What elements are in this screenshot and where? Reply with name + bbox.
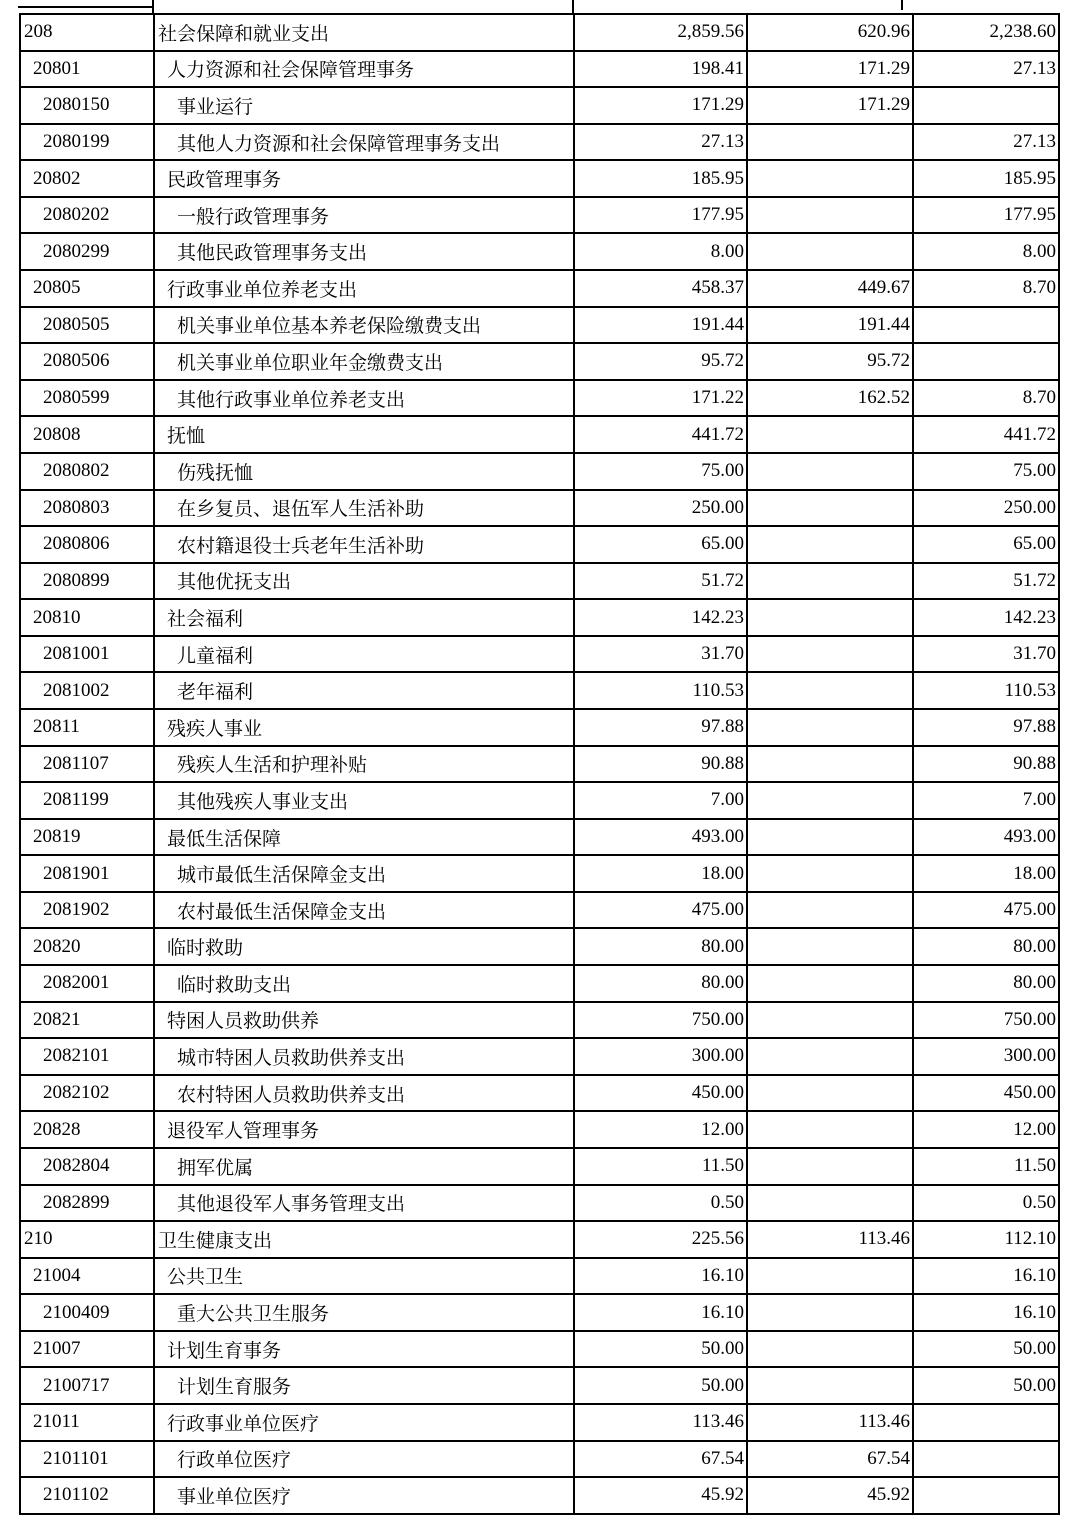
table-row: [21, 562, 1058, 599]
row-amount-3-cell: 8.70: [912, 271, 1058, 306]
row-amount-3-cell: 50.00: [912, 1368, 1058, 1403]
row-amount-1-cell: 110.53: [573, 673, 746, 708]
row-amount-2-cell: [746, 454, 912, 489]
row-code-cell: 2080803: [43, 496, 110, 518]
row-amount-2-cell: [746, 1295, 912, 1330]
table-row: [21, 1403, 1058, 1440]
row-code-cell: 21011: [33, 1411, 80, 1433]
row-amount-3-cell: 27.13: [912, 52, 1058, 87]
row-code-cell: 20810: [33, 606, 81, 628]
row-amount-3-cell: 12.00: [912, 1112, 1058, 1147]
row-amount-2-cell: 171.29: [746, 52, 912, 87]
row-amount-1-cell: 11.50: [573, 1149, 746, 1184]
row-name-cell: 卫生健康支出: [153, 1222, 573, 1257]
row-amount-3-cell: [912, 1478, 1058, 1513]
table-row: [21, 123, 1058, 160]
row-code-cell: 21007: [33, 1338, 81, 1360]
row-name-cell: 行政单位医疗: [153, 1442, 573, 1477]
row-amount-3-cell: 750.00: [912, 1003, 1058, 1038]
table-row: [21, 1001, 1058, 1038]
row-name-cell: 其他行政事业单位养老支出: [153, 381, 573, 416]
row-amount-1-cell: 225.56: [573, 1222, 746, 1257]
row-name-cell: 残疾人事业: [153, 710, 573, 745]
row-amount-3-cell: 31.70: [912, 637, 1058, 672]
row-amount-1-cell: 80.00: [573, 929, 746, 964]
row-amount-3-cell: 450.00: [912, 1076, 1058, 1111]
row-name-cell: 事业运行: [153, 88, 573, 123]
row-code-cell: 2081199: [43, 789, 109, 811]
row-amount-3-cell: 112.10: [912, 1222, 1058, 1257]
row-code-cell: 2080505: [43, 313, 110, 335]
row-code-cell: 2080806: [43, 533, 110, 555]
row-name-cell: 其他退役军人事务管理支出: [153, 1186, 573, 1221]
row-amount-3-cell: 300.00: [912, 1039, 1058, 1074]
row-name-cell: 抚恤: [153, 417, 573, 452]
row-code-cell: 2100717: [43, 1374, 110, 1396]
row-amount-2-cell: [746, 600, 912, 635]
row-code-cell: 20802: [33, 167, 81, 189]
row-amount-2-cell: 113.46: [746, 1222, 912, 1257]
row-amount-1-cell: 27.13: [573, 125, 746, 160]
row-amount-3-cell: 250.00: [912, 491, 1058, 526]
row-name-cell: 残疾人生活和护理补贴: [153, 747, 573, 782]
row-code-cell: 20821: [33, 1008, 81, 1030]
table-row: [21, 1110, 1058, 1147]
row-name-cell: 社会福利: [153, 600, 573, 635]
table-row: [21, 818, 1058, 855]
row-amount-1-cell: 300.00: [573, 1039, 746, 1074]
row-amount-2-cell: [746, 710, 912, 745]
row-amount-2-cell: [746, 637, 912, 672]
row-code-cell: 210: [24, 1228, 53, 1250]
table-row: [21, 927, 1058, 964]
row-name-cell: 计划生育事务: [153, 1332, 573, 1367]
row-amount-1-cell: 90.88: [573, 747, 746, 782]
row-name-cell: 其他人力资源和社会保障管理事务支出: [153, 125, 573, 160]
row-amount-1-cell: 75.00: [573, 454, 746, 489]
row-code-cell: 2080199: [43, 131, 110, 153]
row-name-cell: 行政事业单位养老支出: [153, 271, 573, 306]
row-amount-2-cell: [746, 125, 912, 160]
row-code-cell: 20828: [33, 1118, 81, 1140]
row-amount-2-cell: [746, 1039, 912, 1074]
row-amount-2-cell: [746, 856, 912, 891]
row-amount-1-cell: 191.44: [573, 308, 746, 343]
table-row: [21, 635, 1058, 672]
row-name-cell: 临时救助: [153, 929, 573, 964]
row-amount-3-cell: 110.53: [912, 673, 1058, 708]
row-amount-1-cell: 80.00: [573, 966, 746, 1001]
row-amount-2-cell: [746, 234, 912, 269]
row-code-cell: 2080506: [43, 350, 110, 372]
row-amount-3-cell: 51.72: [912, 564, 1058, 599]
row-name-cell: 一般行政管理事务: [153, 198, 573, 233]
row-code-cell: 208: [24, 21, 53, 43]
row-amount-1-cell: 493.00: [573, 820, 746, 855]
row-name-cell: 民政管理事务: [153, 161, 573, 196]
row-code-cell: 2101101: [43, 1447, 109, 1469]
row-amount-2-cell: [746, 564, 912, 599]
row-amount-3-cell: [912, 308, 1058, 343]
row-name-cell: 农村特困人员救助供养支出: [153, 1076, 573, 1111]
row-amount-2-cell: [746, 1186, 912, 1221]
row-amount-1-cell: 16.10: [573, 1259, 746, 1294]
row-amount-2-cell: [746, 1149, 912, 1184]
row-name-cell: 重大公共卫生服务: [153, 1295, 573, 1330]
row-amount-3-cell: 177.95: [912, 198, 1058, 233]
row-amount-2-cell: [746, 491, 912, 526]
row-code-cell: 20819: [33, 826, 81, 847]
row-amount-1-cell: 177.95: [573, 198, 746, 233]
row-amount-3-cell: 8.00: [912, 234, 1058, 269]
row-amount-3-cell: 0.50: [912, 1186, 1058, 1221]
table-row: [21, 891, 1058, 928]
row-name-cell: 伤残抚恤: [153, 454, 573, 489]
row-amount-1-cell: 8.00: [573, 234, 746, 269]
row-name-cell: 行政事业单位医疗: [153, 1405, 573, 1440]
row-amount-1-cell: 65.00: [573, 527, 746, 562]
row-amount-2-cell: [746, 783, 912, 818]
row-amount-1-cell: 0.50: [573, 1186, 746, 1221]
row-amount-1-cell: 18.00: [573, 856, 746, 891]
fragment-border-tick: [901, 0, 903, 10]
row-name-cell: 其他优抚支出: [153, 564, 573, 599]
table-row: [21, 415, 1058, 452]
table-row: [21, 50, 1058, 87]
row-amount-2-cell: [746, 417, 912, 452]
row-amount-1-cell: 12.00: [573, 1112, 746, 1147]
row-amount-1-cell: 97.88: [573, 710, 746, 745]
row-code-cell: 2100409: [43, 1301, 110, 1323]
row-amount-3-cell: 2,238.60: [912, 15, 1058, 50]
row-code-cell: 20811: [33, 716, 80, 738]
row-amount-3-cell: 80.00: [912, 966, 1058, 1001]
row-amount-2-cell: [746, 527, 912, 562]
row-name-cell: 退役军人管理事务: [153, 1112, 573, 1147]
table-row: [21, 598, 1058, 635]
table-row: [21, 1366, 1058, 1403]
row-amount-1-cell: 51.72: [573, 564, 746, 599]
row-amount-1-cell: 95.72: [573, 344, 746, 379]
table-row: [21, 232, 1058, 269]
table-row: [21, 708, 1058, 745]
row-amount-2-cell: 449.67: [746, 271, 912, 306]
row-name-cell: 临时救助支出: [153, 966, 573, 1001]
table-row: [21, 379, 1058, 416]
row-amount-2-cell: [746, 893, 912, 928]
table-row: [21, 1293, 1058, 1330]
row-name-cell: 事业单位医疗: [153, 1478, 573, 1513]
row-name-cell: 计划生育服务: [153, 1368, 573, 1403]
row-name-cell: 其他民政管理事务支出: [153, 234, 573, 269]
row-amount-3-cell: 7.00: [912, 783, 1058, 818]
table-row: [21, 1147, 1058, 1184]
row-code-cell: 20820: [33, 935, 81, 957]
row-amount-3-cell: 441.72: [912, 417, 1058, 452]
row-amount-1-cell: 45.92: [573, 1478, 746, 1513]
row-amount-3-cell: 80.00: [912, 929, 1058, 964]
row-name-cell: 人力资源和社会保障管理事务: [153, 52, 573, 87]
row-code-cell: 2082101: [43, 1045, 110, 1067]
row-amount-3-cell: 493.00: [912, 820, 1058, 855]
table-row: [21, 15, 1058, 50]
row-code-cell: 2080299: [43, 240, 110, 262]
row-amount-2-cell: 620.96: [746, 15, 912, 50]
row-amount-3-cell: [912, 1405, 1058, 1440]
fragment-border-line: [18, 6, 154, 8]
row-name-cell: 机关事业单位基本养老保险缴费支出: [153, 308, 573, 343]
table-row: [21, 196, 1058, 233]
row-amount-3-cell: 142.23: [912, 600, 1058, 635]
row-amount-1-cell: 50.00: [573, 1368, 746, 1403]
table-row: [21, 1184, 1058, 1221]
row-amount-2-cell: [746, 1112, 912, 1147]
row-amount-2-cell: [746, 1076, 912, 1111]
row-name-cell: 城市特困人员救助供养支出: [153, 1039, 573, 1074]
row-code-cell: 2082102: [43, 1082, 110, 1104]
row-amount-1-cell: 16.10: [573, 1295, 746, 1330]
row-name-cell: 农村最低生活保障金支出: [153, 893, 573, 928]
row-amount-2-cell: 95.72: [746, 344, 912, 379]
row-amount-3-cell: 8.70: [912, 381, 1058, 416]
row-amount-2-cell: 113.46: [746, 1405, 912, 1440]
table-row: [21, 342, 1058, 379]
table-row: [21, 269, 1058, 306]
row-code-cell: 2081901: [43, 862, 110, 884]
table-row: [21, 1257, 1058, 1294]
row-amount-3-cell: 65.00: [912, 527, 1058, 562]
row-amount-2-cell: [746, 929, 912, 964]
fragment-border-tick: [152, 0, 154, 13]
row-amount-1-cell: 250.00: [573, 491, 746, 526]
row-amount-1-cell: 142.23: [573, 600, 746, 635]
row-amount-1-cell: 198.41: [573, 52, 746, 87]
row-code-cell: 2080899: [43, 569, 110, 591]
row-amount-3-cell: 11.50: [912, 1149, 1058, 1184]
row-amount-2-cell: [746, 966, 912, 1001]
table-row: [21, 745, 1058, 782]
table-row: [21, 1037, 1058, 1074]
budget-expenditure-table: [19, 13, 1060, 1515]
fragment-border-tick: [572, 0, 574, 13]
row-code-cell: 20801: [33, 57, 81, 79]
row-code-cell: 2081001: [43, 643, 110, 665]
table-row: [21, 1074, 1058, 1111]
row-amount-2-cell: [746, 820, 912, 855]
row-code-cell: 2080202: [43, 204, 110, 226]
row-name-cell: 城市最低生活保障金支出: [153, 856, 573, 891]
row-code-cell: 2101102: [43, 1484, 109, 1506]
table-row: [21, 1330, 1058, 1367]
row-code-cell: 2081902: [43, 899, 110, 921]
row-amount-1-cell: 2,859.56: [573, 15, 746, 50]
row-code-cell: 2080599: [43, 387, 110, 409]
row-amount-2-cell: [746, 198, 912, 233]
row-amount-1-cell: 185.95: [573, 161, 746, 196]
row-amount-3-cell: 27.13: [912, 125, 1058, 160]
table-row: [21, 1476, 1058, 1513]
table-row: [21, 854, 1058, 891]
row-amount-3-cell: [912, 88, 1058, 123]
row-name-cell: 儿童福利: [153, 637, 573, 672]
row-code-cell: 20805: [33, 277, 81, 299]
row-amount-1-cell: 50.00: [573, 1332, 746, 1367]
row-amount-2-cell: [746, 1259, 912, 1294]
row-amount-1-cell: 441.72: [573, 417, 746, 452]
row-amount-2-cell: [746, 1332, 912, 1367]
row-amount-2-cell: 191.44: [746, 308, 912, 343]
row-name-cell: 其他残疾人事业支出: [153, 783, 573, 818]
table-row: [21, 1440, 1058, 1477]
row-name-cell: 老年福利: [153, 673, 573, 708]
row-amount-2-cell: [746, 673, 912, 708]
row-amount-2-cell: 67.54: [746, 1442, 912, 1477]
row-amount-1-cell: 450.00: [573, 1076, 746, 1111]
row-amount-3-cell: 90.88: [912, 747, 1058, 782]
row-name-cell: 在乡复员、退伍军人生活补助: [153, 491, 573, 526]
row-amount-1-cell: 7.00: [573, 783, 746, 818]
table-row: [21, 159, 1058, 196]
row-name-cell: 公共卫生: [153, 1259, 573, 1294]
table-row: [21, 86, 1058, 123]
row-code-cell: 2082804: [43, 1155, 110, 1177]
row-amount-2-cell: [746, 161, 912, 196]
row-code-cell: 2081107: [43, 752, 109, 774]
row-code-cell: 21004: [33, 1264, 81, 1286]
row-amount-2-cell: 45.92: [746, 1478, 912, 1513]
table-row: [21, 306, 1058, 343]
row-amount-3-cell: 185.95: [912, 161, 1058, 196]
row-code-cell: 2081002: [43, 679, 110, 701]
row-amount-1-cell: 475.00: [573, 893, 746, 928]
row-amount-1-cell: 31.70: [573, 637, 746, 672]
row-amount-2-cell: [746, 747, 912, 782]
row-amount-3-cell: 16.10: [912, 1259, 1058, 1294]
row-name-cell: 拥军优属: [153, 1149, 573, 1184]
table-row: [21, 964, 1058, 1001]
row-amount-2-cell: [746, 1003, 912, 1038]
row-amount-1-cell: 458.37: [573, 271, 746, 306]
table-row: [21, 525, 1058, 562]
row-amount-3-cell: 475.00: [912, 893, 1058, 928]
row-name-cell: 社会保障和就业支出: [153, 15, 573, 50]
row-amount-3-cell: 75.00: [912, 454, 1058, 489]
row-amount-2-cell: 171.29: [746, 88, 912, 123]
row-amount-1-cell: 67.54: [573, 1442, 746, 1477]
row-code-cell: 2080802: [43, 460, 110, 482]
row-amount-2-cell: 162.52: [746, 381, 912, 416]
table-row: [21, 1220, 1058, 1257]
row-amount-3-cell: [912, 344, 1058, 379]
row-amount-3-cell: 50.00: [912, 1332, 1058, 1367]
row-amount-2-cell: [746, 1368, 912, 1403]
row-amount-3-cell: 16.10: [912, 1295, 1058, 1330]
row-amount-3-cell: 97.88: [912, 710, 1058, 745]
row-amount-1-cell: 750.00: [573, 1003, 746, 1038]
row-amount-1-cell: 113.46: [573, 1405, 746, 1440]
row-name-cell: 农村籍退役士兵老年生活补助: [153, 527, 573, 562]
row-amount-1-cell: 171.29: [573, 88, 746, 123]
table-row: [21, 452, 1058, 489]
row-amount-3-cell: [912, 1442, 1058, 1477]
row-code-cell: 20808: [33, 423, 81, 445]
row-amount-3-cell: 18.00: [912, 856, 1058, 891]
row-code-cell: 2080150: [43, 94, 110, 116]
row-code-cell: 2082001: [43, 972, 110, 994]
row-name-cell: 特困人员救助供养: [153, 1003, 573, 1038]
row-name-cell: 最低生活保障: [153, 820, 573, 855]
table-row: [21, 489, 1058, 526]
row-name-cell: 机关事业单位职业年金缴费支出: [153, 344, 573, 379]
row-amount-1-cell: 171.22: [573, 381, 746, 416]
table-row: [21, 781, 1058, 818]
table-row: [21, 671, 1058, 708]
row-code-cell: 2082899: [43, 1191, 110, 1213]
